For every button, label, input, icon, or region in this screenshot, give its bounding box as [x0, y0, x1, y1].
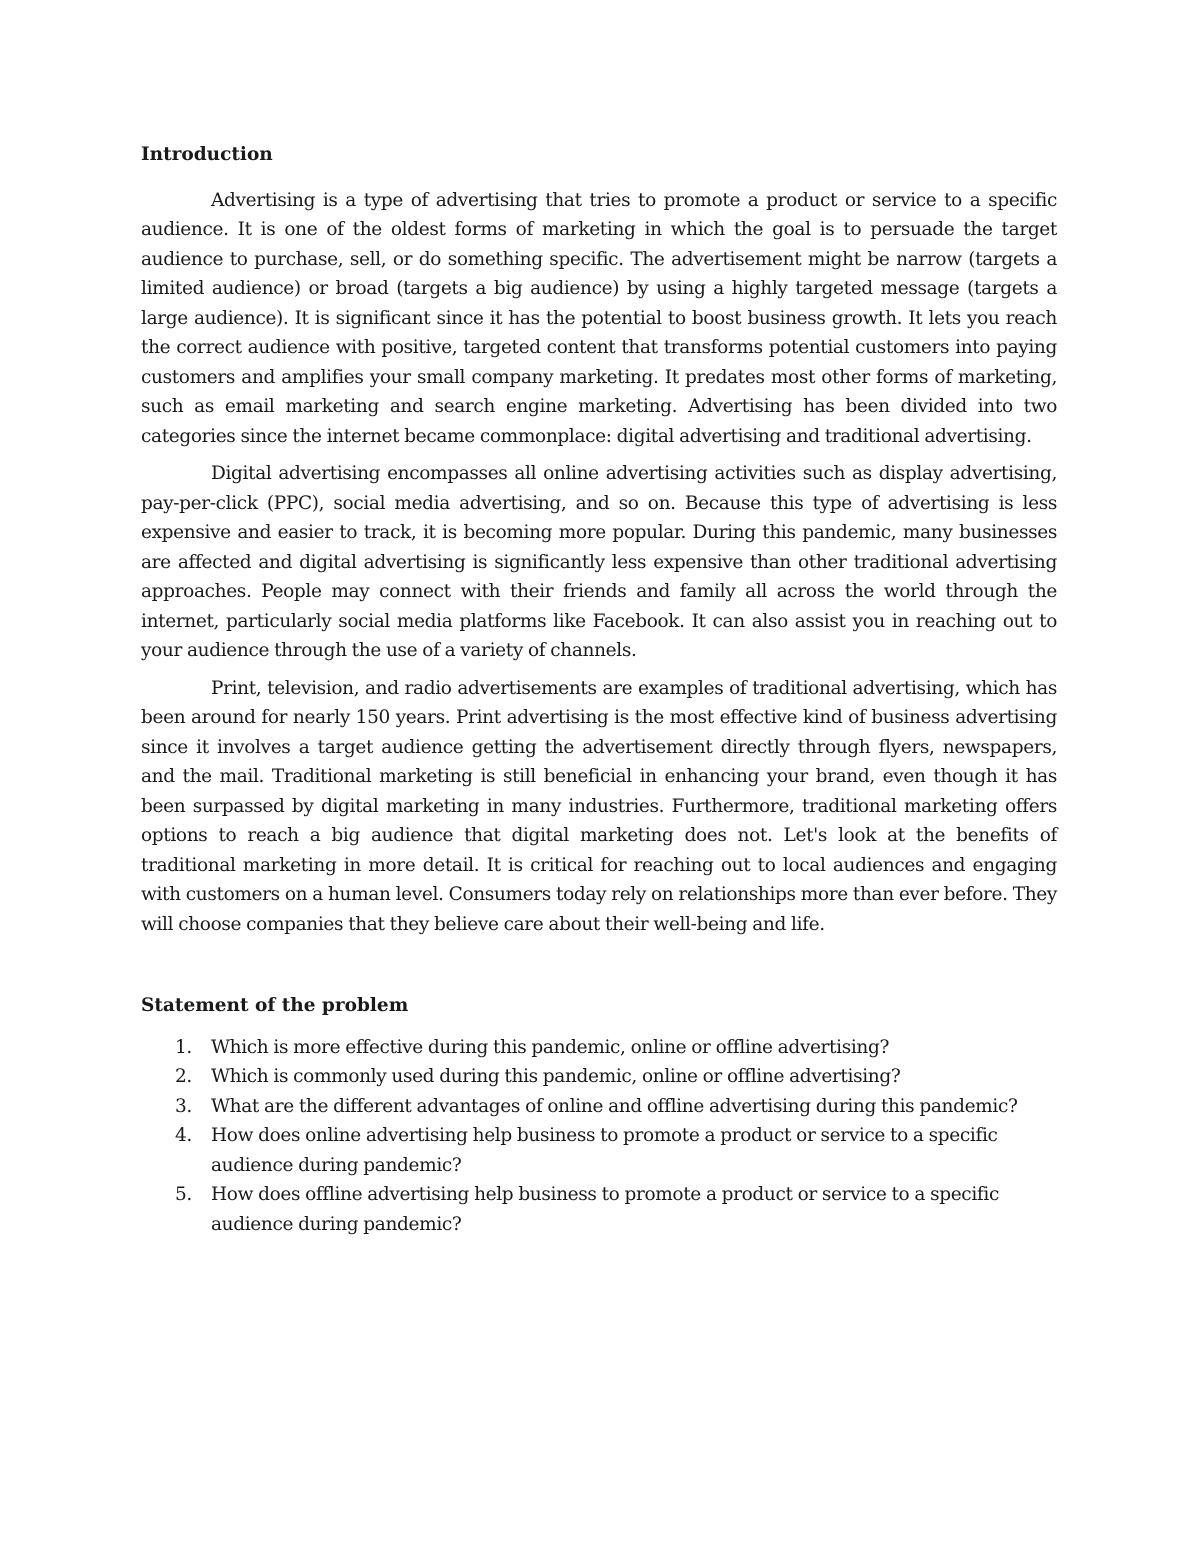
intro-paragraph-2: Digital advertising encompasses all online advertising activities such as display advertising, pay-per-click (PPC), social media advertising, and so on. Because this type of advertising is less expensive and easier to track, it is becoming more popular. During this pandemic, many businesses are affected and digital advertising is significantly less expensive than other traditional advertising approaches. People may connect with their friends and family all across the world through the internet, particularly social media platforms like Facebook. It can also assist you in reaching out to your audience through the use of a variety of channels.	[141, 463, 1057, 661]
list-item-text: Which is more effective during this pandemic, online or offline advertising?	[211, 1036, 890, 1058]
list-item-number: 1.	[175, 1036, 192, 1058]
list-item-text: How does offline advertising help business to promote a product or service to a specific audience during pandemic?	[211, 1184, 999, 1235]
intro-paragraph-1: Advertising is a type of advertising that tries to promote a product or service to a specific audience. It is one of the oldest forms of marketing in which the goal is to persuade the target audience to purchase, sell, or do something specific. The advertisement might be narrow (targets a limited audience) or broad (targets a big audience) by using a highly targeted message (targets a large audience). It is significant since it has the potential to boost business growth. It lets you reach the correct audience with positive, targeted content that transforms potential customers into paying customers and amplifies your small company marketing. It predates most other forms of marketing, such as email marketing and search engine marketing. Advertising has been divided into two categories since the internet became commonplace: digital advertising and traditional advertising.	[141, 189, 1057, 447]
list-item-text: What are the different advantages of online and offline advertising during this pandemic?	[211, 1095, 1018, 1117]
introduction-heading: Introduction	[141, 144, 273, 165]
problem-list	[141, 1033, 1057, 1240]
problem-heading: Statement of the problem	[141, 995, 409, 1016]
list-item-number: 4.	[175, 1125, 192, 1146]
intro-paragraph-3: Print, television, and radio advertisements are examples of traditional advertising, which has been around for nearly 150 years. Print advertising is the most effective kind of business advertising since it involves a target audience getting the advertisement directly through flyers, newspapers, and the mail. Traditional marketing is still beneficial in enhancing your brand, even though it has been surpassed by digital marketing in many industries. Furthermore, traditional marketing offers options to reach a big audience that digital marketing does not. Let's look at the benefits of traditional marketing in more detail. It is critical for reaching out to local audiences and engaging with customers on a human level. Consumers today rely on relationships more than ever before. They will choose companies that they believe care about their well-being and life.	[141, 677, 1057, 935]
document-page	[141, 140, 1057, 1239]
list-item	[141, 1121, 1057, 1180]
list-item	[141, 1062, 1057, 1092]
list-item-number: 5.	[175, 1184, 192, 1205]
list-item	[141, 1180, 1057, 1239]
list-item-text: How does online advertising help business to promote a product or service to a specific audience during pandemic?	[211, 1125, 998, 1176]
list-item-number: 3.	[175, 1095, 192, 1117]
list-item	[141, 1033, 1057, 1063]
list-item-number: 2.	[175, 1066, 192, 1087]
list-item-text: Which is commonly used during this pandemic, online or offline advertising?	[211, 1066, 901, 1087]
list-item	[141, 1092, 1057, 1122]
